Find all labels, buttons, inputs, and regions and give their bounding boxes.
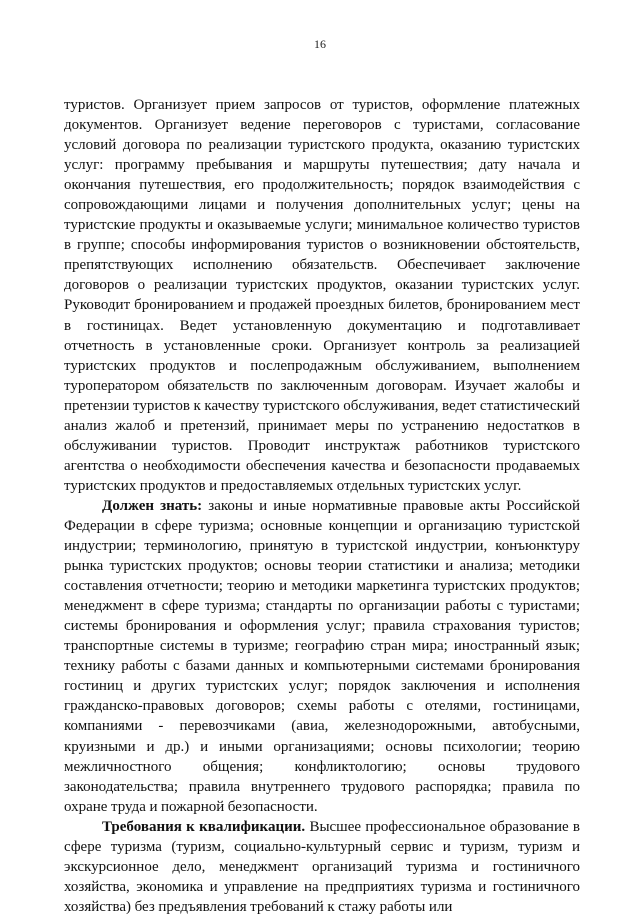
paragraph-duties-continued: туристов. Организует прием запросов от туристов, оформление платежных документов. Организует ведение переговоров с туристами, согласование условий договора по реализации туристского продукта, оказанию туристских услуг: программу пребывания и маршруты путешествия; дату начала и окончания путешествия, его продолжительность; порядок взаимодействия с сопровождающими лицами и получения дополнительных услуг; цены на туристские продукты и оказываемые услуги; минимальное количество туристов в группе; способы информирования туристов о возникновении обстоятельств, препятствующих исполнению обязательств. Обеспечивает заключение договоров о реализации туристских продуктов, оказании туристских услуг. Руководит бронированием и продажей проездных билетов, бронированием мест в гостиницах. Ведет установленную документацию и подготавливает отчетность в установленные сроки. Организует контроль за реализацией туристских продуктов и послепродажным обслуживанием, выполнением туроператором обязательств по заключенным договорам. Изучает жалобы и претензии туристов к качеству туристского обслуживания, ведет статистический анализ жалоб и претензий, принимает меры по устранению недостатков в обслуживании туристов. Проводит инструктаж работников туристского агентства о необходимости обеспечения качества и безопасности продаваемых туристских продуктов и предоставляемых отдельных туристских услуг. <box>64 97 580 494</box>
document-body <box>64 95 580 917</box>
paragraph-must-know <box>64 496 580 817</box>
paragraph-qualification <box>64 817 580 917</box>
must-know-heading: Должен знать: <box>102 497 203 514</box>
qualification-text: Высшее профессиональное образование в сфере туризма (туризм, социально-культурный сервис и туризм, туризм и экскурсионное дело, менеджмент организаций туризма и гостиничного хозяйства, экономика и управление на предприятиях туризма и гостиничного хозяйства) без предъявления требований к стажу работы или <box>64 818 581 915</box>
page-number: 16 <box>314 37 326 51</box>
qualification-heading: Требования к квалификации. <box>102 818 306 835</box>
must-know-text: законы и иные нормативные правовые акты Российской Федерации в сфере туризма; основные концепции и организацию туристской индустрии; терминологию, принятую в туристской индустрии, конъюнктуру рынка туристских продуктов; основы теории статистики и анализа; методики составления отчетности; теорию и методики маркетинга туристских продуктов; менеджмент в сфере туризма; стандарты по организации работы с туристами; системы бронирования и оформления услуг; правила страхования туристов; транспортные системы в туризме; географию стран мира; иностранный язык; технику работы с базами данных и компьютерными системами бронирования гостиниц и других туристских услуг; порядок заключения и исполнения гражданско-правовых договоров; схемы работы с отелями, гостиницами, компаниями - перевозчиками (авиа, железнодорожными, автобусными, круизными и др.) и иными организациями; основы психологии; теорию межличностного общения; конфликтологию; основы трудового законодательства; правила внутреннего трудового распорядка; правила по охране труда и пожарной безопасности. <box>64 497 580 815</box>
